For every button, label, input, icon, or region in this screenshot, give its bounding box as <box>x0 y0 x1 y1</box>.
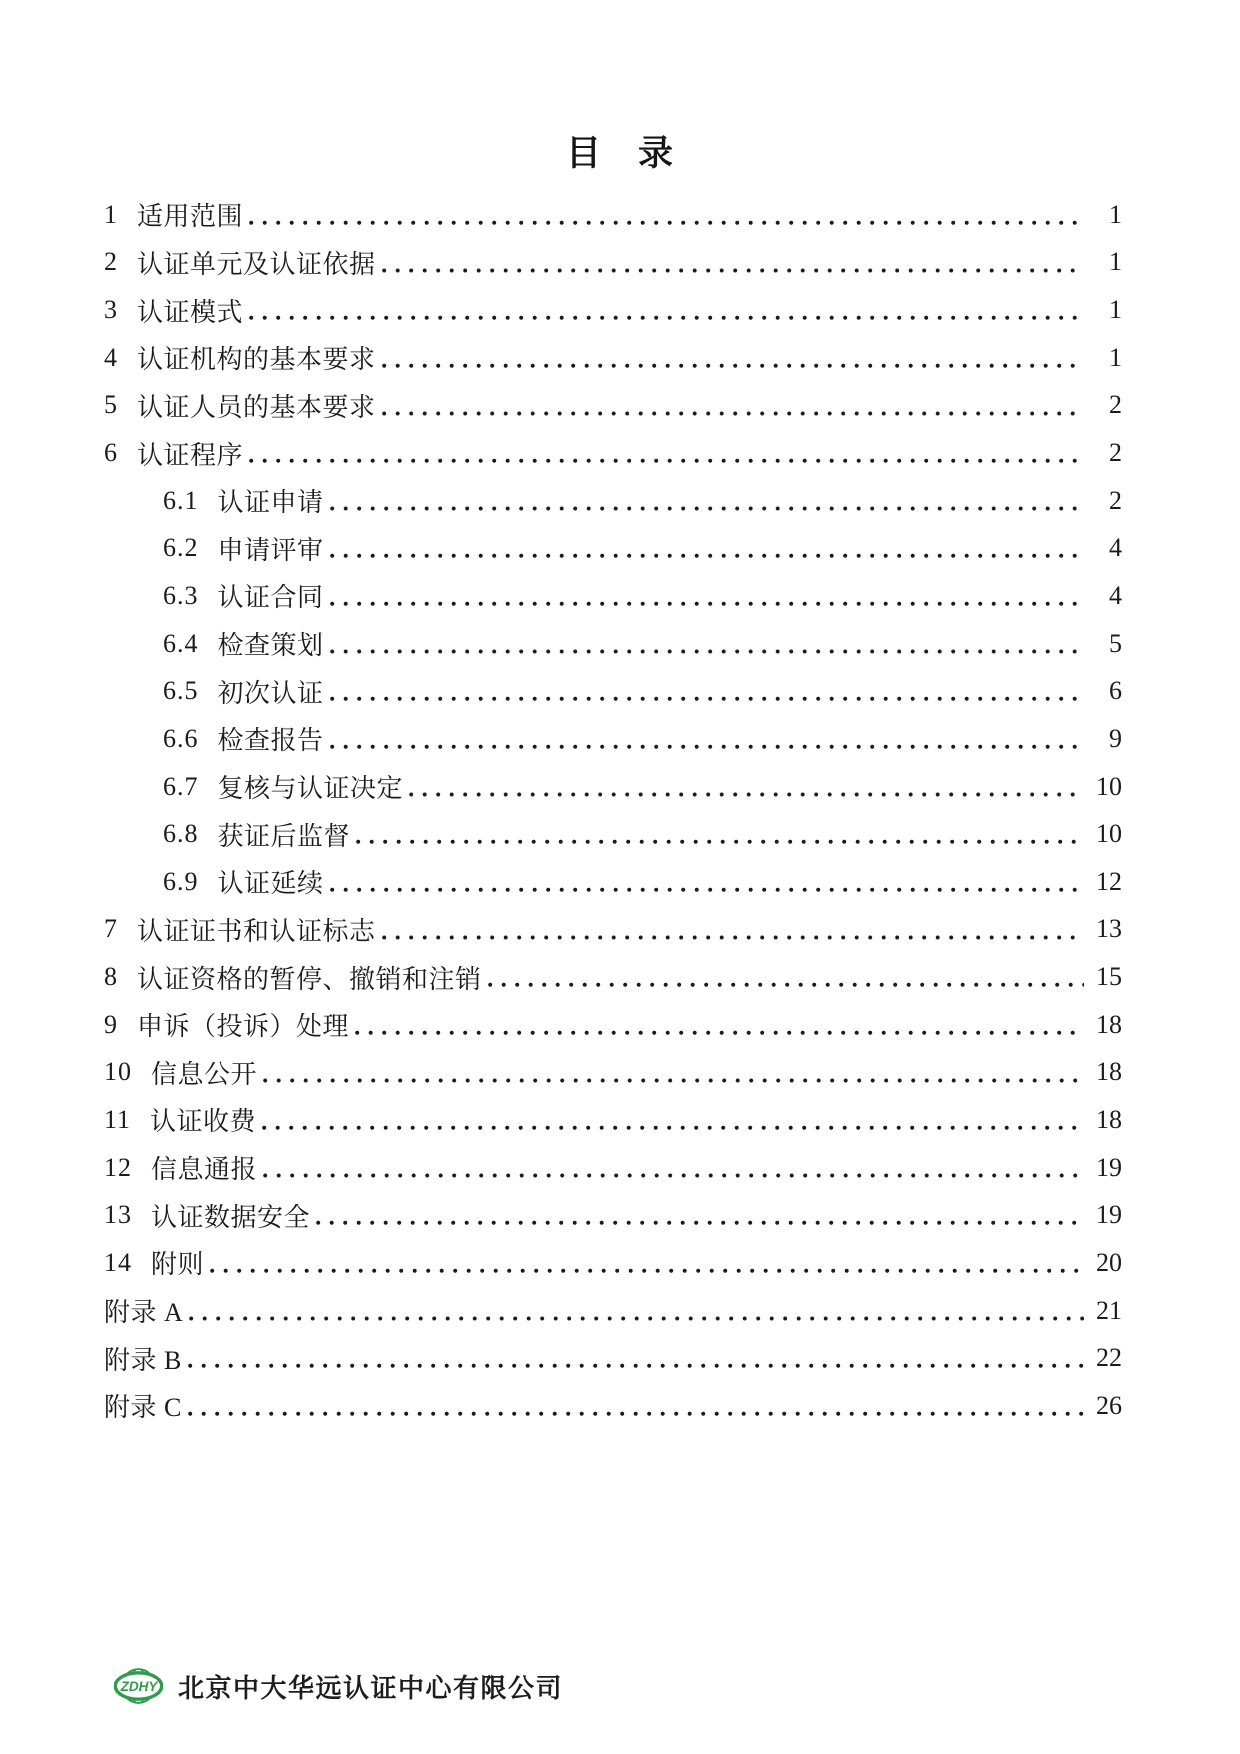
toc-entry-page: 18 <box>1096 1104 1122 1134</box>
toc-entry <box>104 1334 1122 1382</box>
toc-entry-label: 附录 C <box>104 1393 182 1423</box>
toc-entry-label: 附则 <box>151 1250 205 1280</box>
toc-entry-page: 1 <box>1109 342 1122 372</box>
toc-entry-label: 认证资格的暂停、撤销和注销 <box>137 964 482 994</box>
dot-leader <box>382 334 1084 382</box>
toc-entry-label: 复核与认证决定 <box>217 774 404 803</box>
dot-leader <box>263 1144 1084 1192</box>
dot-leader <box>330 620 1084 668</box>
dot-leader <box>249 429 1084 477</box>
toc-entry-page: 18 <box>1096 1057 1122 1087</box>
toc-entry-label: 附录 B <box>104 1345 182 1375</box>
dot-leader <box>316 1191 1084 1239</box>
toc-entry-label: 认证合同 <box>217 583 324 613</box>
toc-entry-label: 申请评审 <box>217 535 324 565</box>
zdhy-globe-logo <box>114 1661 163 1711</box>
toc-entry-page: 10 <box>1096 771 1122 801</box>
toc-entry-number: 6.1 <box>163 485 199 515</box>
toc-entry <box>104 1144 1122 1192</box>
toc-entry <box>104 239 1122 287</box>
toc-entry <box>104 1239 1122 1287</box>
toc-entry-label: 检查策划 <box>217 631 324 661</box>
toc-list <box>104 191 1122 1430</box>
toc-entry-number: 14 <box>104 1247 132 1277</box>
dot-leader <box>330 477 1084 525</box>
toc-entry-page: 22 <box>1096 1343 1122 1373</box>
toc-entry-number: 13 <box>104 1200 132 1230</box>
toc-entry-label: 认证模式 <box>137 297 244 327</box>
toc-entry-number: 8 <box>104 962 118 992</box>
toc-entry-page: 26 <box>1096 1390 1122 1420</box>
toc-entry-page: 19 <box>1096 1152 1122 1182</box>
toc-entry <box>104 810 1122 858</box>
toc-entry-number: 6.6 <box>163 723 199 753</box>
toc-entry-number: 6.7 <box>163 771 199 801</box>
toc-entry-number: 6.4 <box>163 628 199 658</box>
footer <box>114 1661 563 1711</box>
toc-entry-label: 获证后监督 <box>217 821 351 851</box>
toc-entry-page: 2 <box>1109 485 1122 515</box>
toc-entry-page: 12 <box>1096 866 1122 896</box>
dot-leader <box>382 239 1084 287</box>
toc-entry-page: 1 <box>1109 295 1122 325</box>
dot-leader <box>356 810 1084 858</box>
company-name: 北京中大华远认证中心有限公司 <box>178 1672 564 1703</box>
toc-entry <box>104 1191 1122 1239</box>
dot-leader <box>249 191 1084 239</box>
dot-leader <box>189 1287 1084 1335</box>
toc-entry-page: 21 <box>1096 1295 1122 1325</box>
dot-leader <box>409 763 1084 811</box>
toc-entry <box>104 286 1122 334</box>
toc-entry <box>104 1001 1122 1049</box>
toc-entry-page: 1 <box>1109 247 1122 277</box>
toc-entry <box>104 1287 1122 1335</box>
toc-entry <box>104 953 1122 1001</box>
toc-entry-label: 附录 A <box>104 1298 184 1328</box>
toc-entry-number: 6 <box>104 438 118 468</box>
dot-leader <box>188 1382 1084 1430</box>
dot-leader <box>263 1049 1084 1097</box>
toc-entry-number: 1 <box>104 199 118 229</box>
dot-leader <box>330 572 1084 620</box>
dot-leader <box>210 1239 1084 1287</box>
toc-entry <box>104 191 1122 239</box>
toc-entry-label: 认证人员的基本要求 <box>137 392 376 422</box>
dot-leader <box>488 953 1084 1001</box>
toc-entry-page: 4 <box>1109 580 1122 610</box>
toc-entry-page: 13 <box>1096 914 1122 944</box>
toc-entry <box>104 429 1122 477</box>
toc-entry <box>104 1049 1122 1097</box>
toc-entry-label: 初次认证 <box>217 678 324 708</box>
toc-entry-label: 认证单元及认证依据 <box>137 249 376 279</box>
dot-leader <box>330 858 1084 906</box>
toc-entry-number: 4 <box>104 342 118 372</box>
toc-entry-page: 2 <box>1109 438 1122 468</box>
toc-entry <box>104 477 1122 525</box>
page-title: 目 录 <box>565 134 674 173</box>
toc-entry <box>104 1096 1122 1144</box>
toc-entry-page: 9 <box>1109 723 1122 753</box>
toc-entry-label: 认证机构的基本要求 <box>137 345 376 375</box>
toc-entry <box>104 906 1122 954</box>
toc-entry-number: 12 <box>104 1152 132 1182</box>
dot-leader <box>262 1096 1084 1144</box>
toc-entry-label: 信息通报 <box>151 1155 258 1185</box>
toc-entry <box>104 858 1122 906</box>
toc-entry-page: 15 <box>1096 962 1122 992</box>
dot-leader <box>330 715 1084 763</box>
toc-entry <box>104 763 1122 811</box>
toc-entry-label: 认证数据安全 <box>151 1202 311 1232</box>
toc-entry-number: 7 <box>104 914 118 944</box>
toc-entry-number: 10 <box>104 1057 132 1087</box>
toc-entry-page: 10 <box>1096 819 1122 849</box>
toc-entry-page: 6 <box>1109 676 1122 706</box>
dot-leader <box>382 382 1084 430</box>
toc-entry <box>104 1382 1122 1430</box>
dot-leader <box>188 1334 1084 1382</box>
toc-entry-page: 4 <box>1109 533 1122 563</box>
dot-leader <box>330 524 1084 572</box>
dot-leader <box>355 1001 1084 1049</box>
toc-entry-number: 3 <box>104 295 118 325</box>
toc-entry <box>104 667 1122 715</box>
toc-entry <box>104 382 1122 430</box>
toc-entry-label: 认证收费 <box>150 1107 257 1137</box>
toc-entry-page: 5 <box>1109 628 1122 658</box>
toc-entry-page: 19 <box>1096 1200 1122 1230</box>
toc-entry-label: 检查报告 <box>217 726 324 756</box>
toc-entry-page: 20 <box>1096 1247 1122 1277</box>
toc-entry <box>104 620 1122 668</box>
dot-leader <box>330 667 1084 715</box>
toc-entry-number: 9 <box>104 1009 118 1039</box>
toc-entry-label: 信息公开 <box>151 1059 258 1089</box>
toc-entry-page: 18 <box>1096 1009 1122 1039</box>
toc-entry <box>104 334 1122 382</box>
toc-entry-page: 2 <box>1109 390 1122 420</box>
toc-entry-number: 2 <box>104 247 118 277</box>
toc-entry-number: 6.5 <box>163 676 199 706</box>
dot-leader <box>382 906 1084 954</box>
toc-entry <box>104 715 1122 763</box>
toc-entry-number: 5 <box>104 390 118 420</box>
toc-entry-label: 适用范围 <box>137 202 244 232</box>
toc-entry <box>104 524 1122 572</box>
toc-entry-number: 11 <box>104 1104 132 1134</box>
toc-entry-number: 6.3 <box>163 580 199 610</box>
logo-text: ZDHY <box>120 1679 158 1694</box>
toc-entry-number: 6.2 <box>163 533 199 563</box>
toc-entry-number: 6.8 <box>163 819 199 849</box>
toc-entry-label: 认证程序 <box>137 440 244 470</box>
toc-entry <box>104 572 1122 620</box>
toc-entry-label: 认证延续 <box>217 869 324 899</box>
toc-entry-label: 申诉（投诉）处理 <box>137 1012 350 1042</box>
toc-entry-number: 6.9 <box>163 866 199 896</box>
toc-entry-label: 认证证书和认证标志 <box>137 916 376 946</box>
toc-entry-label: 认证申请 <box>217 488 324 518</box>
toc-entry-page: 1 <box>1109 199 1122 229</box>
dot-leader <box>249 286 1084 334</box>
